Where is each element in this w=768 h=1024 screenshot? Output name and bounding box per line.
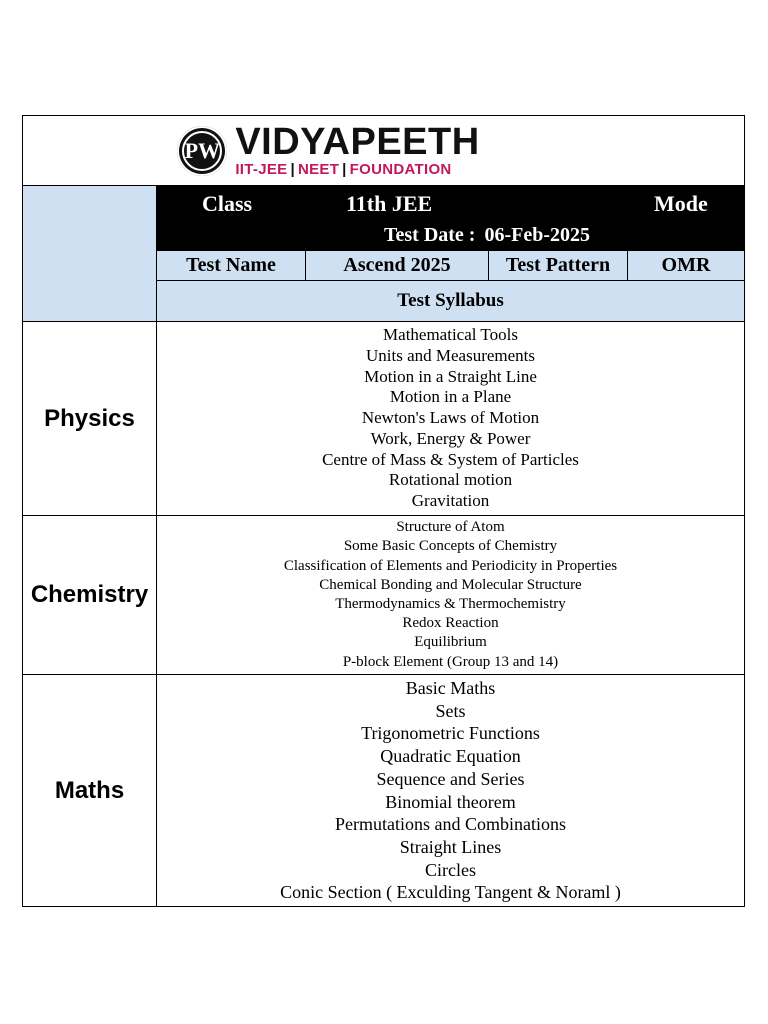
class-band — [156, 185, 745, 251]
list-item: Gravitation — [411, 491, 490, 511]
test-syllabus-heading: Test Syllabus — [156, 280, 745, 322]
list-item: Thermodynamics & Thermochemistry — [335, 596, 566, 612]
list-item: Motion in a Plane — [389, 387, 512, 407]
list-item: Rotational motion — [388, 470, 513, 490]
test-date-row — [384, 224, 590, 247]
list-item: P-block Element (Group 13 and 14) — [342, 653, 559, 670]
syllabus-sheet — [22, 115, 745, 907]
subject-chemistry: Chemistry — [22, 515, 157, 675]
list-item: Straight Lines — [399, 836, 502, 857]
list-item: Basic Maths — [405, 677, 496, 698]
list-item: Mathematical Tools — [383, 324, 518, 344]
list-item: Centre of Mass & System of Particles — [322, 449, 579, 469]
brand-sep-2: | — [342, 160, 347, 178]
list-item: Quadratic Equation — [380, 746, 521, 767]
list-item: Equilibrium — [414, 634, 487, 651]
mode-label: Mode — [654, 191, 708, 216]
physics-topics — [156, 321, 745, 516]
brand-sub-foundation: FOUNDATION — [349, 160, 452, 178]
list-item: Work, Energy & Power — [370, 428, 531, 448]
pw-logo-letters: PW — [182, 131, 222, 171]
chemistry-topics — [156, 515, 745, 675]
list-item: Sets — [435, 700, 466, 721]
test-pattern-label: Test Pattern — [488, 250, 628, 281]
brand-subtitle — [235, 161, 479, 179]
list-item: Conic Section ( Exculding Tangent & Noraml ) — [280, 882, 621, 903]
brand-title: VIDYAPEETH — [235, 120, 480, 163]
list-item: Trigonometric Functions — [361, 723, 540, 744]
maths-topics — [156, 674, 745, 907]
list-item: Some Basic Concepts of Chemistry — [343, 538, 558, 555]
subject-physics: Physics — [22, 321, 157, 516]
list-item: Binomial theorem — [385, 791, 516, 812]
logo-row — [22, 115, 745, 186]
list-item: Motion in a Straight Line — [364, 366, 537, 386]
list-item: Structure of Atom — [396, 519, 505, 536]
brand-sub-neet: NEET — [297, 160, 340, 178]
list-item: Newton's Laws of Motion — [361, 408, 540, 428]
list-item: Chemical Bonding and Molecular Structure — [319, 576, 582, 593]
test-name-value: Ascend 2025 — [305, 250, 489, 281]
class-label: Class — [202, 191, 253, 216]
list-item: Units and Measurements — [365, 345, 536, 365]
list-item: Permutations and Combinations — [335, 814, 566, 835]
vidyapeeth-logo — [177, 120, 480, 179]
header-left-blank — [22, 185, 157, 322]
pw-logo-icon — [177, 126, 227, 176]
list-item: Circles — [425, 859, 476, 880]
test-date-label: Test Date : — [384, 224, 476, 246]
list-item: Classification of Elements and Periodicity in Properties — [283, 557, 618, 574]
list-item: Redox Reaction — [402, 615, 499, 632]
brand-block — [235, 120, 480, 179]
list-item: Sequence and Series — [376, 768, 525, 789]
subject-maths: Maths — [22, 674, 157, 907]
test-date-value: 06-Feb-2025 — [484, 224, 591, 246]
test-pattern-value: OMR — [627, 250, 745, 281]
test-name-label: Test Name — [156, 250, 306, 281]
brand-sub-iitjee: IIT-JEE — [235, 160, 288, 178]
brand-sep-1: | — [290, 160, 295, 178]
class-value: 11th JEE — [346, 191, 433, 216]
